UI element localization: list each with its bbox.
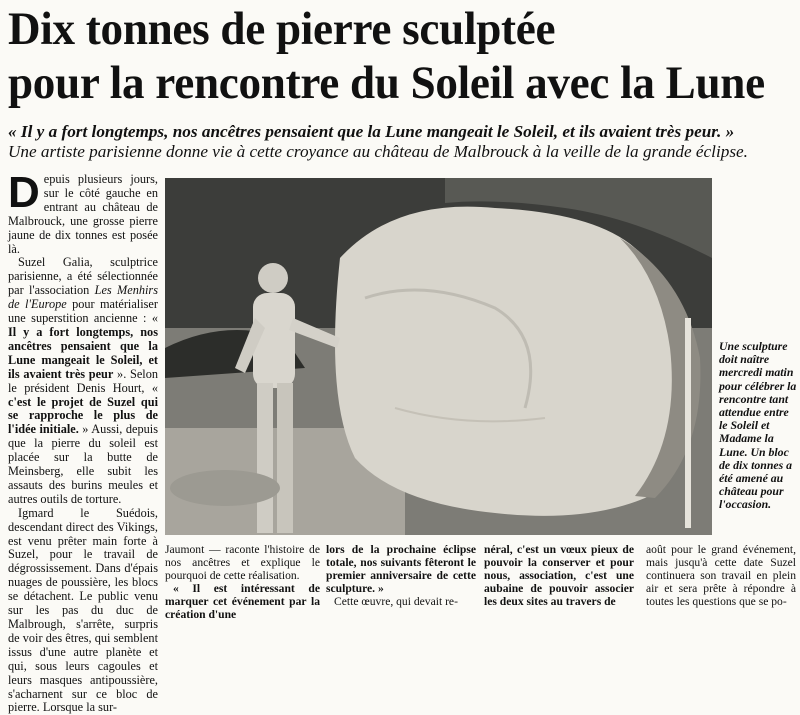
paragraph-1 bbox=[8, 168, 158, 256]
bottom-col1-quote: « Il est intéressant de marquer cet événement par la création d'une bbox=[165, 582, 320, 621]
subhead-lead: Une artiste parisienne donne vie à cette croyance au château de Malbrouck à la veille de la grande éclipse. bbox=[8, 142, 748, 161]
photo-caption: Une sculpture doit naître mercredi matin pour célébrer la rencontre tant attendue entre le Soleil et Madame la Lune. Un bloc de dix tonnes a été amené au château pour l'occasion. bbox=[719, 339, 797, 512]
headline-line-1: Dix tonnes de pierre sculptée bbox=[8, 3, 556, 55]
subhead-quote: « Il y a fort longtemps, nos ancêtres pensaient que la Lune mangeait le Soleil, et ils avaient très peur. » bbox=[8, 122, 735, 141]
paragraph-1-text: epuis plusieurs jours, sur le côté gauche en entrant au château de Malbrouck, une grosse pierre jaune de dix tonnes est posée là. bbox=[8, 172, 158, 256]
left-column bbox=[8, 168, 158, 715]
bottom-col1-text: Jaumont — raconte l'histoire de nos ancêtres et explique le pourquoi de cette réalisation. bbox=[165, 543, 320, 582]
paragraph-2 bbox=[8, 256, 158, 506]
sculptor-photo-illustration bbox=[165, 178, 712, 535]
headline bbox=[8, 2, 766, 110]
p2-quote-2: c'est le projet de Suzel qui se rapproche le plus de l'idée initiale. bbox=[8, 394, 158, 437]
headline-line-2: pour la rencontre du Soleil avec la Lune bbox=[8, 57, 765, 109]
p2-text-b: pour matérialiser une superstition ancienne : « bbox=[8, 297, 158, 326]
p2-text-a: Suzel Galia, sculptrice parisienne, a été sélectionnée par l'association bbox=[8, 255, 158, 298]
subhead bbox=[8, 122, 800, 162]
drop-cap: D bbox=[8, 168, 40, 217]
bottom-column-1 bbox=[165, 543, 320, 621]
p2-text-c: ». Selon le président Denis Hourt, « bbox=[8, 366, 158, 395]
sculptor-photo bbox=[165, 178, 712, 535]
bottom-column-2 bbox=[326, 543, 476, 608]
bottom-col2-text: Cette œuvre, qui devait re- bbox=[334, 595, 458, 608]
p2-quote-1: Il y a fort longtemps, nos ancêtres pensaient que la Lune mangeait le Soleil, et ils avaient très peur bbox=[8, 324, 158, 381]
p2-text-d: » Aussi, depuis que la pierre du soleil est placée sur la butte de Meinsberg, elle subit les assauts des burins meules et autres outils de torture. bbox=[8, 422, 158, 506]
association-name: Les Menhirs de l'Europe bbox=[8, 283, 158, 312]
bottom-col2-quote: lors de la prochaine éclipse totale, nos suivants fêteront le premier anniversaire de cette sculpture. » bbox=[326, 543, 476, 595]
bottom-column-3: néral, c'est un vœux pieux de pouvoir la conserver et pour nous, association, c'est une aubaine de pouvoir associer les deux sites au travers de bbox=[484, 543, 634, 608]
bottom-column-4: août pour le grand événement, mais jusqu'à cette date Suzel continuera son travail en plein air et sera prête à répondre à toutes les questions que se po- bbox=[646, 543, 796, 608]
paragraph-3: Igmard le Suédois, descendant direct des Vikings, est venu prêter main forte à Suzel, pour le travail de dégrossissement. Dans d'épais nuages de poussière, les blocs se détachent. Le public venu sur les pas du duc de Malbrough, s'arrête, surpris de voir des êtres, qui semblent issus d'une autre planète et qui, sous leurs cagoules et leurs masques antipoussière, s'acharnent sur ce bloc de pierre. Lorsque la sur- bbox=[8, 505, 158, 715]
